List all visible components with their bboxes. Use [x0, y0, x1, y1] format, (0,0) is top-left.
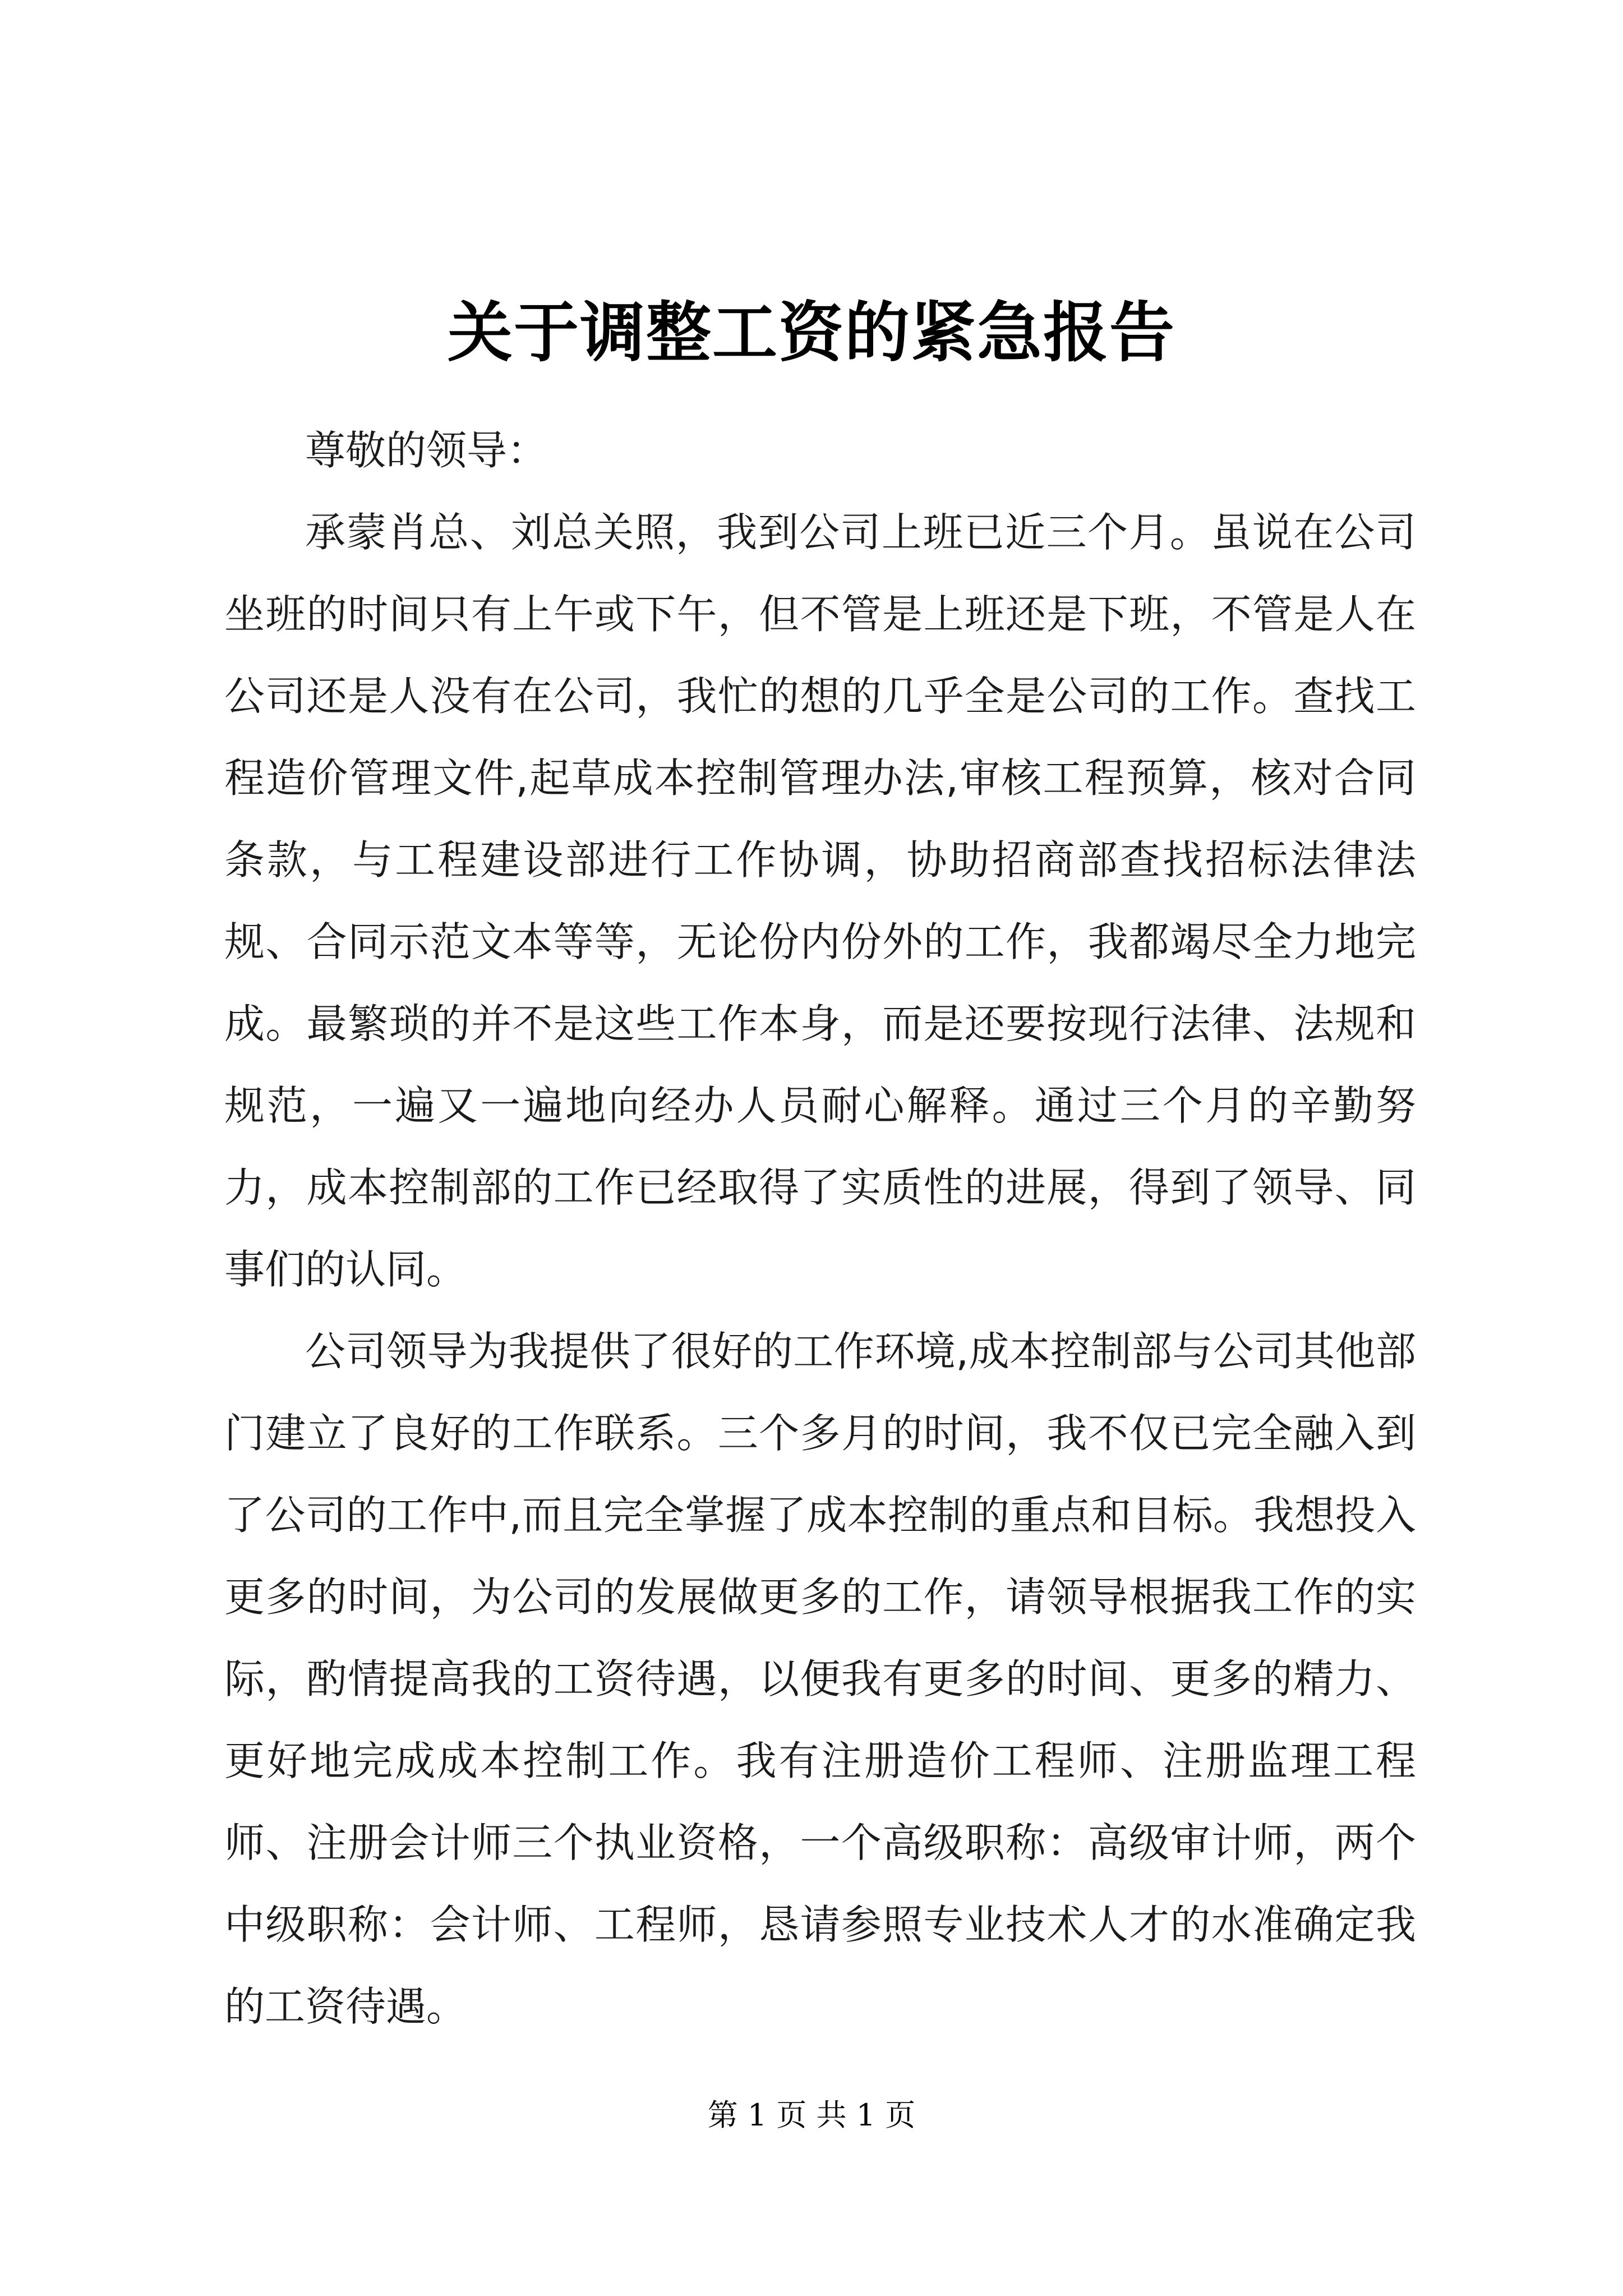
document-title: 关于调整工资的紧急报告	[448, 295, 1175, 371]
paragraph-2: 公司领导为我提供了很好的工作环境,成本控制部与公司其他部门建立了良好的工作联系。三个多月的时间，我不仅已完全融入到了公司的工作中,而且完全掌握了成本控制的重点和目标。我想投入更多的时间，为公司的发展做更多的工作，请领导根据我工作的实际，酌情提高我的工资待遇，以便我有更多的时间、更多的精力、更好地完成成本控制工作。我有注册造价工程师、注册监理工程师、注册会计师三个执业资格，一个高级职称：高级审计师，两个中级职称：会计师、工程师，恳请参照专业技术人才的水准确定我的工资待遇。	[224, 1328, 1416, 2030]
document-body	[224, 409, 1416, 2047]
salutation: 尊敬的领导：	[305, 427, 548, 474]
paragraph-1: 承蒙肖总、刘总关照，我到公司上班已近三个月。虽说在公司坐班的时间只有上午或下午，但不管是上班还是下班，不管是人在公司还是人没有在公司，我忙的想的几乎全是公司的工作。查找工程造价管理文件,起草成本控制管理办法,审核工程预算，核对合同条款，与工程建设部进行工作协调，协助招商部查找招标法律法规、合同示范文本等等，无论份内份外的工作，我都竭尽全力地完成。最繁琐的并不是这些工作本身，而是还要按现行法律、法规和规范，一遍又一遍地向经办人员耐心解释。通过三个月的辛勤努力，成本控制部的工作已经取得了实质性的进展，得到了领导、同事们的认同。	[224, 509, 1416, 1293]
page-number-footer: 第 1 页 共 1 页	[707, 2097, 916, 2133]
